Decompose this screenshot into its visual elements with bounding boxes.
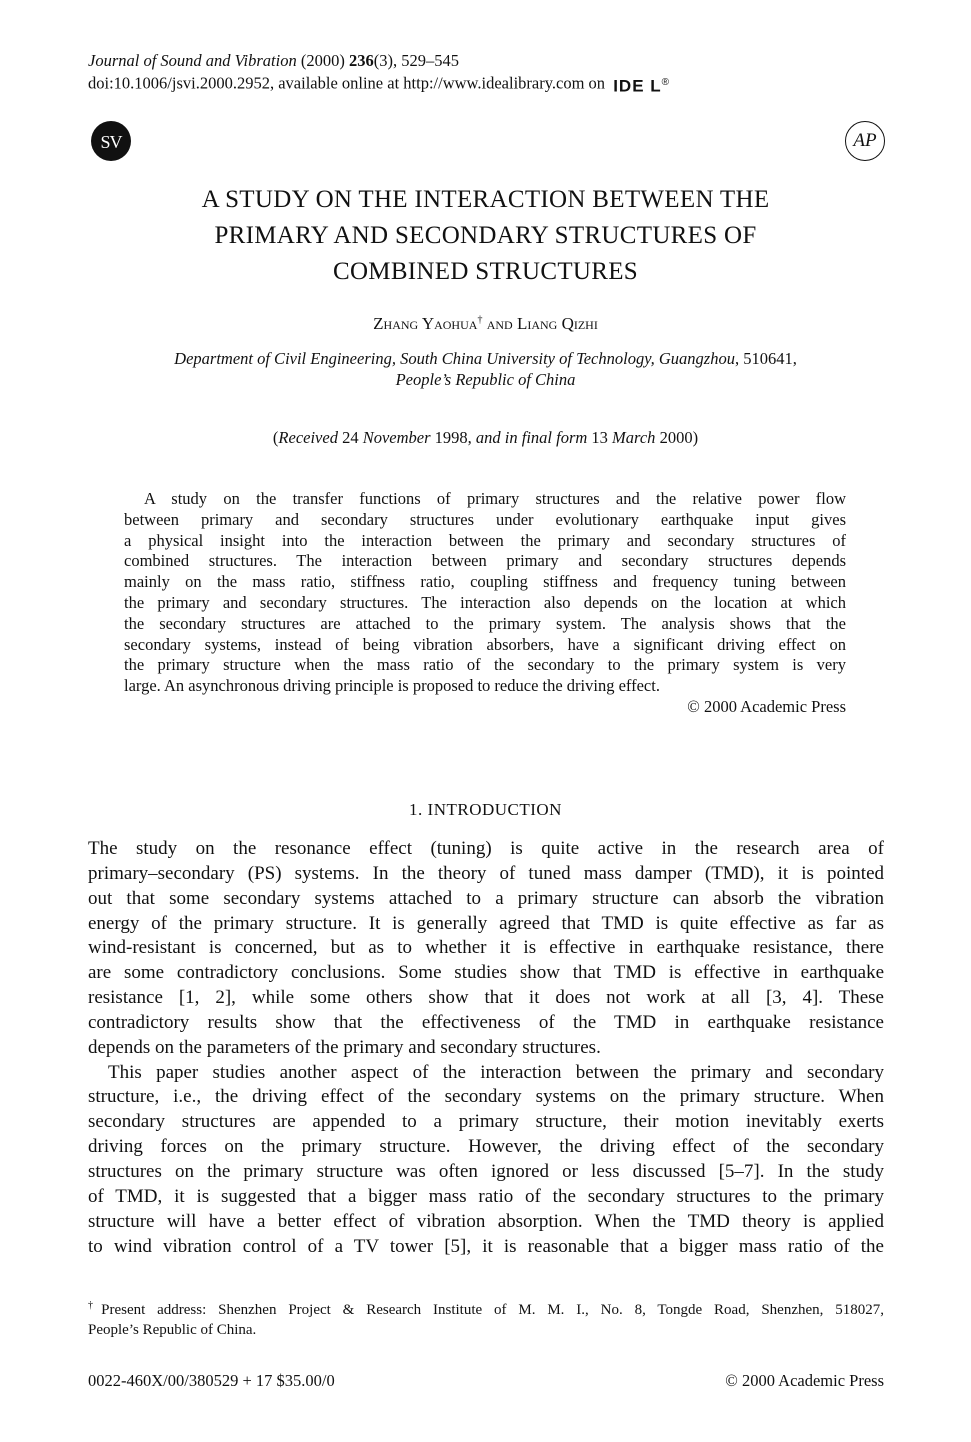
journal-name: Journal of Sound and Vibration: [88, 51, 297, 70]
title-line: PRIMARY AND SECONDARY STRUCTURES OF: [214, 222, 757, 249]
journal-issue-pages: (3), 529–545: [373, 51, 459, 70]
abstract-line: the primary structure when the mass ratio of the secondary to the primary system is very: [124, 655, 846, 675]
final-form-label: and in final form: [475, 428, 588, 447]
affiliation-postcode: , 510641,: [734, 349, 797, 368]
abstract-line: large. An asynchronous driving principle is proposed to reduce the driving effect.: [124, 676, 660, 696]
footnote-line: People’s Republic of China.: [88, 1322, 257, 1338]
received-dates: [88, 428, 883, 448]
footnote-text: Present address: Shenzhen Project & Research Institute of M. M. I., No. 8, Tongde Road, Shenzhen, 518027,: [101, 1302, 884, 1318]
journal-citation-line: [88, 50, 670, 72]
body-line: This paper studies another aspect of the interaction between the primary and secondary: [108, 1061, 884, 1083]
author-list: [88, 314, 883, 334]
paren-open: (: [272, 428, 279, 447]
footer-copyright: © 2000 Academic Press: [725, 1371, 884, 1390]
ideal-logo-icon: [613, 72, 670, 98]
ideal-logo-text: IDE L: [613, 76, 662, 96]
body-line: out that some secondary systems attached to a primary structure can absorb the vibration: [88, 887, 884, 909]
doi-text: doi:10.1006/jsvi.2000.2952, available online at http://www.idealibrary.com on: [88, 73, 606, 93]
abstract-line: mainly on the mass ratio, stiffness ratio, coupling stiffness and frequency tuning between: [124, 572, 846, 592]
received-label: Received: [278, 428, 338, 447]
paper-title: [88, 182, 883, 290]
body-line: The study on the resonance effect (tuning) is quite active in the research area of: [88, 838, 884, 859]
abstract-line: A study on the transfer functions of primary structures and the relative power flow: [144, 489, 846, 508]
journal-volume: 236: [348, 51, 374, 70]
body-text: [88, 837, 884, 1259]
body-line: are some contradictory conclusions. Some studies show that TMD is effective in earthquake: [88, 962, 884, 984]
section-heading: 1. INTRODUCTION: [409, 800, 562, 819]
final-year: 2000): [655, 428, 699, 447]
body-line: to wind vibration control of a TV tower [5], it is reasonable that a bigger mass ratio of the: [88, 1235, 884, 1257]
abstract-line: the primary and secondary structures. The interaction also depends on the location at which: [124, 592, 846, 612]
abstract-line: the secondary structures are attached to the primary system. The analysis shows that the: [124, 613, 846, 633]
body-line: wind-resistant is concerned, but as to whether it is effective in earthquake resistance, there: [88, 937, 884, 959]
affiliation: [88, 348, 883, 390]
body-line: structure will have a better effect of vibration absorption. When the TMD theory is applied: [88, 1210, 884, 1232]
title-line: COMBINED STRUCTURES: [332, 258, 639, 285]
footnote-dagger: †: [88, 1300, 102, 1311]
author-name: Liang Qizhi: [516, 314, 598, 333]
sv-logo-icon: [91, 121, 131, 161]
abstract-line: a physical insight into the interaction between the primary and secondary structures of: [124, 530, 846, 550]
ap-logo-text: AP: [853, 130, 877, 151]
body-line: secondary structures are appended to a primary structure, their motion inevitably exerts: [88, 1111, 884, 1133]
sv-logo-text: SV: [100, 132, 122, 152]
body-line: depends on the parameters of the primary and secondary structures.: [88, 1036, 601, 1058]
author-conjunction: and: [486, 314, 513, 333]
title-line: A STUDY ON THE INTERACTION BETWEEN THE: [201, 186, 770, 213]
body-line: energy of the primary structure. It is generally agreed that TMD is quite effective as far as: [88, 912, 884, 934]
author-name: Zhang Yaohua: [373, 314, 478, 333]
journal-year: (2000): [300, 51, 345, 70]
abstract-line: secondary systems, instead of being vibration absorbers, have a significant driving effect on: [124, 634, 846, 654]
received-day: 24: [337, 428, 363, 447]
body-line: driving forces on the primary structure. However, the driving effect of the secondary: [88, 1136, 884, 1158]
body-line: structures on the primary structure was often ignored or less discussed [5–7]. In the study: [88, 1160, 884, 1182]
registered-mark: ®: [661, 77, 671, 88]
affiliation-line: [88, 348, 883, 369]
received-month: November: [362, 428, 431, 447]
journal-header: [88, 50, 670, 98]
footer-issn-price: 0022-460X/00/380529 + 17 $35.00/0: [88, 1371, 335, 1390]
body-line: primary–secondary (PS) systems. In the theory of tuned mass damper (TMD), it is pointed: [88, 862, 884, 884]
final-month: March: [612, 428, 656, 447]
footnote: [88, 1296, 884, 1340]
affiliation-country: People’s Republic of China: [395, 370, 576, 389]
abstract-copyright: © 2000 Academic Press: [687, 696, 846, 716]
final-day: 13: [587, 428, 613, 447]
doi-line: [88, 72, 670, 98]
body-line: structure, i.e., the driving effect of the secondary systems on the primary structure. When: [88, 1086, 884, 1108]
author-dagger: †: [477, 314, 483, 326]
body-line: resistance [1, 2], while some others show that it does not work at all [3, 4]. These: [88, 987, 884, 1009]
abstract: [124, 489, 846, 718]
abstract-line: combined structures. The interaction between primary and secondary structures depends: [124, 551, 846, 571]
affiliation-institution: Department of Civil Engineering, South China University of Technology, Guangzhou: [174, 349, 735, 368]
ap-logo-icon: [845, 121, 885, 161]
body-line: of TMD, it is suggested that a bigger mass ratio of the secondary structures to the primary: [88, 1185, 884, 1207]
abstract-line: between primary and secondary structures under evolutionary earthquake input gives: [124, 509, 846, 529]
body-line: contradictory results show that the effectiveness of the TMD in earthquake resistance: [88, 1011, 884, 1033]
received-year: 1998,: [430, 428, 476, 447]
footnote-line: [88, 1296, 884, 1320]
